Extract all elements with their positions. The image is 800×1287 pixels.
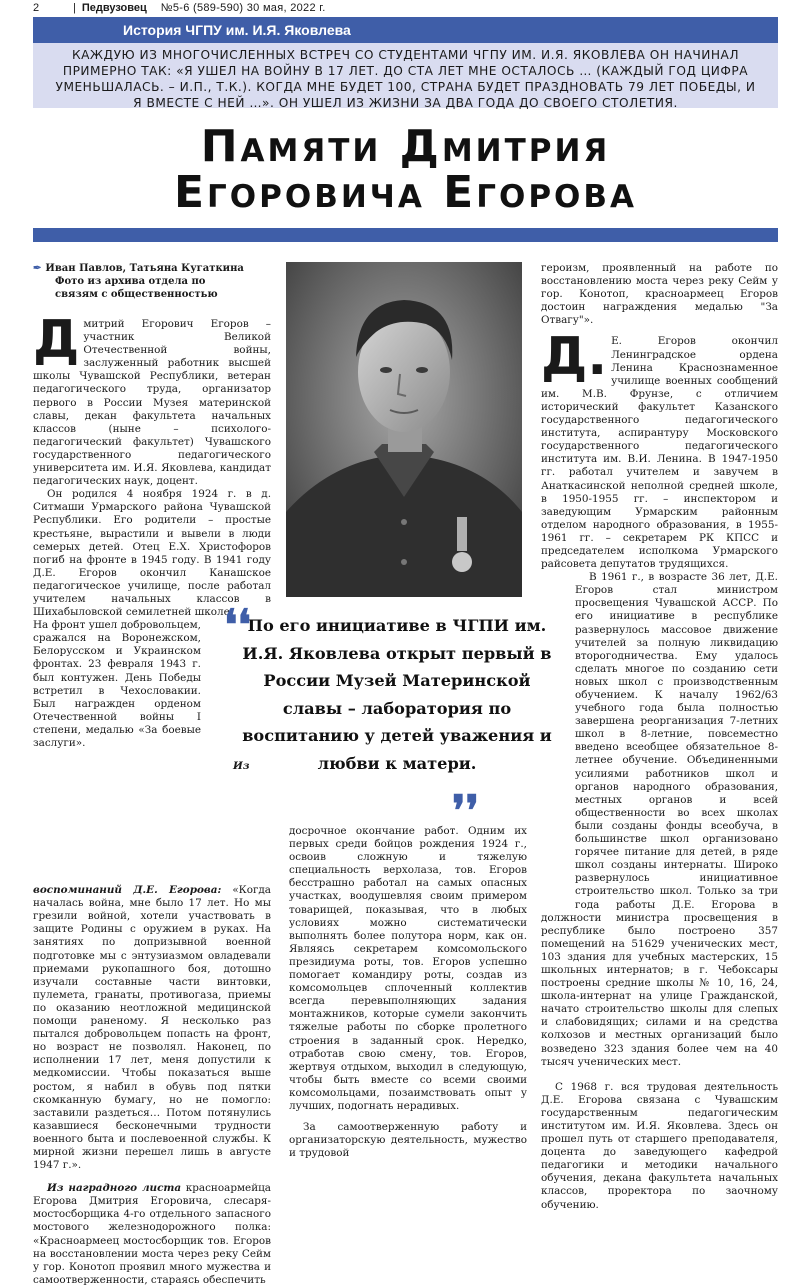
quote-close-icon: ❜❜ (452, 786, 480, 835)
page-number: 2 (33, 2, 40, 14)
header-separator: | (73, 2, 76, 14)
col1-p4-text: «Когда началась война, мне было 17 лет. Но мы грезили войной, хотели участвовать в защите Родины с оружием в руках. На занятиях по допризывной военной подготовке мы с энтузиазмом овладевали приемами рукопашного боя, дотошно изучали составные части винтовки, пулемета, гранаты, противогаза, приемы по оказанию неотложной медицинской помощи раненому. Я несколько раз пытался добровольцем попасть на фронт, но возраст не позволял. Наконец, по исполнении 17 лет, меня допустили к медкомиссии. Чтобы показаться выше ростом, я набил в обувь под пятки скомканную бумагу, но не помогло: заставили раздеться… Потом потянулись казавшиеся бесконечными трудности военного быта и послевоенной службы. К мирной жизни перешел лишь в августе 1947 г.». (33, 884, 272, 1172)
lead-text: КАЖДУЮ ИЗ МНОГОЧИСЛЕННЫХ ВСТРЕЧ СО СТУДЕНТАМИ ЧГПУ ИМ. И.Я. ЯКОВЛЕВА ОН НАЧИНАЛ ПРИМЕРНО ТАК: «Я УШЕЛ НА ВОЙНУ В 17 ЛЕТ. ДО СТА ЛЕТ МНЕ ОСТАЛОСЬ … (КАЖДЫЙ ГОД ЦИФРА УМЕНЬШАЛАСЬ. – И.П., Т.К.). КОГДА МНЕ БУДЕТ 100, СТРАНА БУДЕТ ПРАЗДНОВАТЬ 79 ЛЕТ ПОБЕДЫ, И Я ВМЕСТЕ С НЕЙ …». ОН УШЕЛ ИЗ ЖИЗНИ ЗА ДВА ГОДА ДО СВОЕГО СТОЛЕТИЯ. (33, 43, 778, 108)
col1-p3-text: На фронт ушел добровольцем, сражался на Воронежском, Белорусском и Украинском фронтах. 23 февраля 1943 г. был контужен. День Победы встретил в Чехословакии. Был награжден орденом Отечественной войны I степени, медалью «За боевые заслуги». (33, 619, 201, 749)
col2-paragraph-1: досрочное окончание работ. Одним их первых среди бойцов рождения 1924 г., освоив сложную и тяжелую специальность верхолаза, тов. Егоров бесстрашно работал на самых опасных участках, воодушевляя своим примером товарищей, показывая, что в любых условиях можно систематически выполнять более полутора норм, как он. Являясь секретарем комсомольского президиума роты, тов. Егоров успешно помогает командиру роты, создав из комсомольцев сплоченный коллектив всегда перевыполняющих задания монтажников, которые сумели закончить тяжелые работы по сборке пролетного строения в заданный срок. Нередко, отработав свою смену, тов. Егоров, жертвуя отдыхом, выходил в следующую, чтобы быть вместе со всеми своими комсомольцами, позаимствовать опыт у лучших, подогнать нерадивых. (289, 825, 527, 1112)
memoir-label: Из воспоминаний Д.Е. Егорова: (33, 760, 250, 897)
rubric-bar: История ЧГПУ им. И.Я. Яковлева (33, 17, 778, 43)
column-1 (33, 310, 272, 1287)
title-line-1: Памяти Дмитрия (200, 121, 611, 172)
award-sheet-label: Из наградного листа (47, 1182, 182, 1195)
portrait-photo (286, 262, 522, 597)
authors: Иван Павлов, Татьяна Кугаткина (45, 263, 244, 274)
photo-credit-line-2: связям с общественностью (55, 289, 218, 300)
col1-p1-text: митрий Егорович Егоров – участник Великой Отечественной войны, заслуженный работник высшей школы Чувашской Республики, ветеран педагогического труда, организатор первого в России Музея материнской славы, декан факультета начальных классов (ныне – психолого-педагогический факультет) Чувашского государственного педагогического университета им. И.Я. Яковлева, кандидат педагогических наук, доцент. (33, 318, 271, 488)
col2-paragraph-2: За самоотверженную работу и организаторскую деятельность, мужество и трудовой (289, 1121, 527, 1160)
col3-p2-text: Е. Егоров окончил Ленинградское ордена Ленина Краснознаменное училище военных сообщений им. М.В. Фрунзе, с отличием исторический факультет Казанского государственного педагогического института, аспирантуру Московского государственного педагогического института им. В.И. Ленина. В 1947-1950 гг. работал учителем и завучем в Анаткасинской неполной средней школе, в 1950-1955 гг. – инспектором и заведующим Урмарским районным отделом народного образования, в 1955-1961 гг. – секретарем РК КПСС и председателем исполкома Урмарского райсовета депутатов трудящихся. (541, 335, 778, 571)
col1-p5-text: красноармейца Егорова Дмитрия Егоровича, слесаря-мостосборщика 4-го отдельного запасного мостового железнодорожного полка: «Красноармеец мостосборщик тов. Егоров на восстановлении моста через реку Сейм у гор. Конотоп проявил много мужества и самоотверженности, стараясь обеспечить (33, 1182, 271, 1286)
newspaper-name: Педвузовец (81, 2, 147, 14)
col1-paragraph-5 (33, 1182, 271, 1287)
col1-paragraph-1 (33, 310, 271, 488)
pen-icon: ✒ (33, 263, 42, 274)
col3-paragraph-4: С 1968 г. вся трудовая деятельность Д.Е. Егорова связана с Чувашским государственным педагогическим институтом им. И.Я. Яковлева. Здесь он прошел путь от старшего преподавателя, доцента до заведующего кафедрой педагогики и методики начального обучения, декана факультета начальных классов, проректора по заочному обучению. (541, 1080, 778, 1211)
col3-p3-text: В 1961 г., в возрасте 36 лет, Д.Е. Егоров стал министром просвещения Чувашской АССР. По его инициативе в республике развернулось массовое движение учителей за полную ликвидацию второгодничества. Ему удалось сделать многое по созданию сети новых школ с производственным обучением. К началу 1962/63 учебного года была полностью завершена реорганизация 7-летних школ в 8-летние, повсеместно введено всеобщее обязательное 8-летнее обучение. Объединенными усилиями работников школ и органов народного образования, местных органов и всей общественности во всех школах были созданы фонды всеобуча, в большинстве школ организовано горячее питание для детей, в ряде школ созданы интернаты. Широко развернулось инициативное строительство школ. Только за три года работы Д.Е. Егорова в должности министра просвещения в республике было построено 357 помещений на 51629 ученических мест, 103 здания для учебных мастерских, 15 школьных интернатов; в г. Чебоксары построены средние школы № 10, 16, 24, школа-интернат на улице Гражданской, начато строительство школы для слепых и слабовидящих; силами и на средства колхозов и местных организаций было возведено 323 здания более чем на 40 тысяч ученических мест. (541, 571, 778, 1068)
col3-paragraph-3 (541, 571, 778, 1069)
col3-paragraph-1: героизм, проявленный на работе по восстановлению моста через реку Сейм у гор. Конотоп, красноармеец Егоров достоин награждения медалью "За Отвагу"». (541, 262, 778, 327)
drop-cap-2: Д. (541, 327, 608, 388)
drop-cap: Д (33, 310, 80, 370)
page-header (33, 0, 778, 16)
column-3 (541, 262, 778, 1212)
pull-quote: По его инициативе в ЧГПИ им. И.Я. Яковлева открыт первый в России Музей Материнской славы – лаборатория по воспитанию у детей уважения и любви к матери. (242, 616, 552, 773)
column-2 (289, 825, 527, 1160)
issue-info: №5-6 (589-590) 30 мая, 2022 г. (160, 2, 326, 14)
photo-credit-line-1: Фото из архива отдела по (55, 276, 206, 287)
col1-paragraph-4 (33, 760, 271, 1172)
byline (33, 262, 273, 301)
title-line-2: Егоровича Егорова (173, 167, 638, 218)
title-rule (33, 228, 778, 242)
col1-paragraph-2: Он родился 4 ноября 1924 г. в д. Ситмаши Урмарского района Чувашской Республики. Его родители – простые крестьяне, вырастили и вывели в люди семерых детей. Отец Е.Х. Христофоров погиб на фронте в 1945 году. В 1941 году Д.Е. Егоров окончил Канашское педагогическое училище, после работал учителем начальных классов в Шихабыловской семилетней школе. (33, 488, 271, 619)
article-title (33, 121, 778, 218)
quote-open-icon: ❛❛ (224, 600, 252, 649)
col3-paragraph-2 (541, 327, 778, 571)
portrait-illustration (286, 262, 522, 597)
col1-paragraph-3 (33, 619, 201, 750)
